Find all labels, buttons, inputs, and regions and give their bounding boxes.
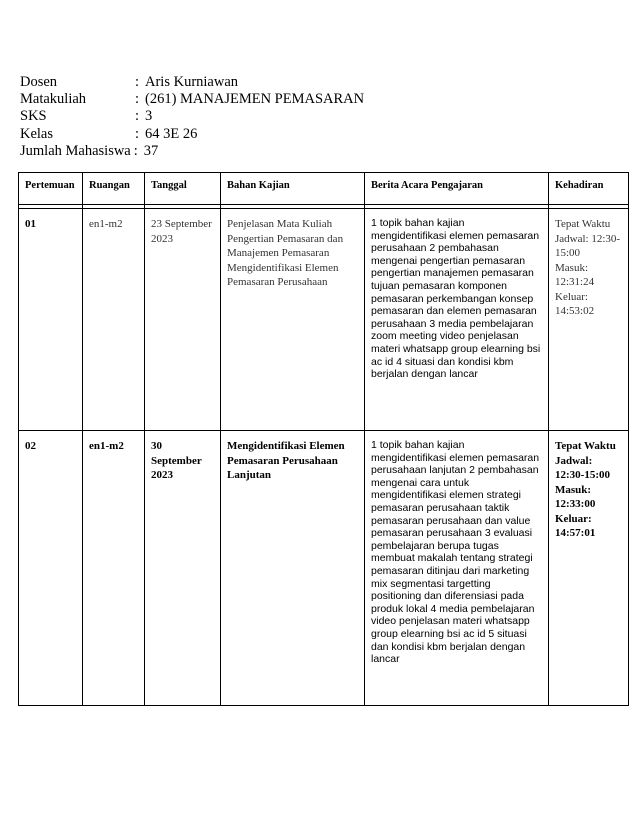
dosen-label: Dosen <box>20 74 58 90</box>
col-tanggal: Tanggal <box>145 173 221 205</box>
dosen-value: Aris Kurniawan <box>145 74 239 90</box>
pertemuan-cell: 01 <box>19 209 83 431</box>
col-pertemuan: Pertemuan <box>19 173 83 205</box>
kehadiran-status: Tepat Waktu <box>555 440 616 452</box>
col-kehadiran: Kehadiran <box>549 173 629 205</box>
table-row <box>19 209 629 431</box>
kehadiran-keluar: Keluar: 14:53:02 <box>555 290 595 317</box>
kehadiran-masuk: Masuk: 12:33:00 <box>555 483 596 510</box>
kelas-label: Kelas <box>20 125 54 142</box>
pertemuan-cell: 02 <box>19 431 83 706</box>
berita-acara-table <box>18 172 629 706</box>
separator: : <box>135 91 140 108</box>
separator: : <box>135 74 140 90</box>
matakuliah-row <box>20 91 364 108</box>
kehadiran-keluar: Keluar: 14:57:01 <box>555 512 596 539</box>
berita-acara-cell: 1 topik bahan kajian mengidentifikasi elemen pemasaran perusahaan lanjutan 2 pembahasan mengenai cara untuk mengidentifikasi elemen strategi pemasaran perusahaan taktik pemasaran perusahaan dan value pemasaran perusahaan 3 evaluasi pembelajaran berupa tugas membuat makalah tentang strategi pemasaran ditinjau dari marketing mix segmentasi targetting positioning dan diferensiasi pada produk lokal 4 media pembelajaran video penjelasan materi whatsapp group elearning bsi ac id 5 situasi dan kondisi kbm berjalan dengan lancar <box>365 431 549 706</box>
kehadiran-jadwal: Jadwal: 12:30-15:00 <box>555 454 610 481</box>
sks-label: SKS <box>20 108 47 125</box>
col-berita-acara: Berita Acara Pengajaran <box>365 173 549 205</box>
jumlah-row <box>20 143 364 160</box>
sks-value: 3 <box>145 108 153 125</box>
separator: : <box>133 142 138 159</box>
matakuliah-label: Matakuliah <box>20 91 87 108</box>
col-bahan-kajian: Bahan Kajian <box>221 173 365 205</box>
separator: : <box>135 108 140 125</box>
bahan-kajian-cell: Penjelasan Mata Kuliah Pengertian Pemasaran dan Manajemen Pemasaran Mengidentifikasi Elemen Pemasaran Perusahaan <box>221 209 365 431</box>
kehadiran-jadwal: Jadwal: 12:30-15:00 <box>555 232 621 259</box>
separator: : <box>135 125 140 142</box>
ruangan-cell: en1-m2 <box>83 209 145 431</box>
col-ruangan: Ruangan <box>83 173 145 205</box>
berita-acara-cell: 1 topik bahan kajian mengidentifikasi elemen pemasaran perusahaan 2 pembahasan mengenai pengertian pemasaran pengertian manajemen pemasaran tujuan pemasaran komponen pemasaran perkembangan konsep pemasaran dan elemen pemasaran perusahaan 3 media pembelajaran zoom meeting video penjelasan materi whatsapp group elearning bsi ac id 4 situasi dan kondisi kbm berjalan dengan lancar <box>365 209 549 431</box>
kehadiran-cell <box>549 209 629 431</box>
kehadiran-masuk: Masuk: 12:31:24 <box>555 261 595 288</box>
sks-row <box>20 108 364 125</box>
jumlah-value: 37 <box>143 142 159 159</box>
tanggal-cell: 30 September 2023 <box>145 431 221 706</box>
course-info <box>20 74 364 160</box>
bahan-kajian-cell: Mengidentifikasi Elemen Pemasaran Perusahaan Lanjutan <box>221 431 365 706</box>
matakuliah-value: (261) MANAJEMEN PEMASARAN <box>145 91 365 108</box>
table-row <box>19 431 629 706</box>
dosen-row <box>20 74 364 91</box>
table-header-row <box>19 173 629 205</box>
ruangan-cell: en1-m2 <box>83 431 145 706</box>
kelas-value: 64 3E 26 <box>145 125 198 142</box>
kelas-row <box>20 126 364 143</box>
jumlah-label: Jumlah Mahasiswa <box>20 142 131 159</box>
kehadiran-status: Tepat Waktu <box>555 218 611 230</box>
kehadiran-cell <box>549 431 629 706</box>
tanggal-cell: 23 September 2023 <box>145 209 221 431</box>
